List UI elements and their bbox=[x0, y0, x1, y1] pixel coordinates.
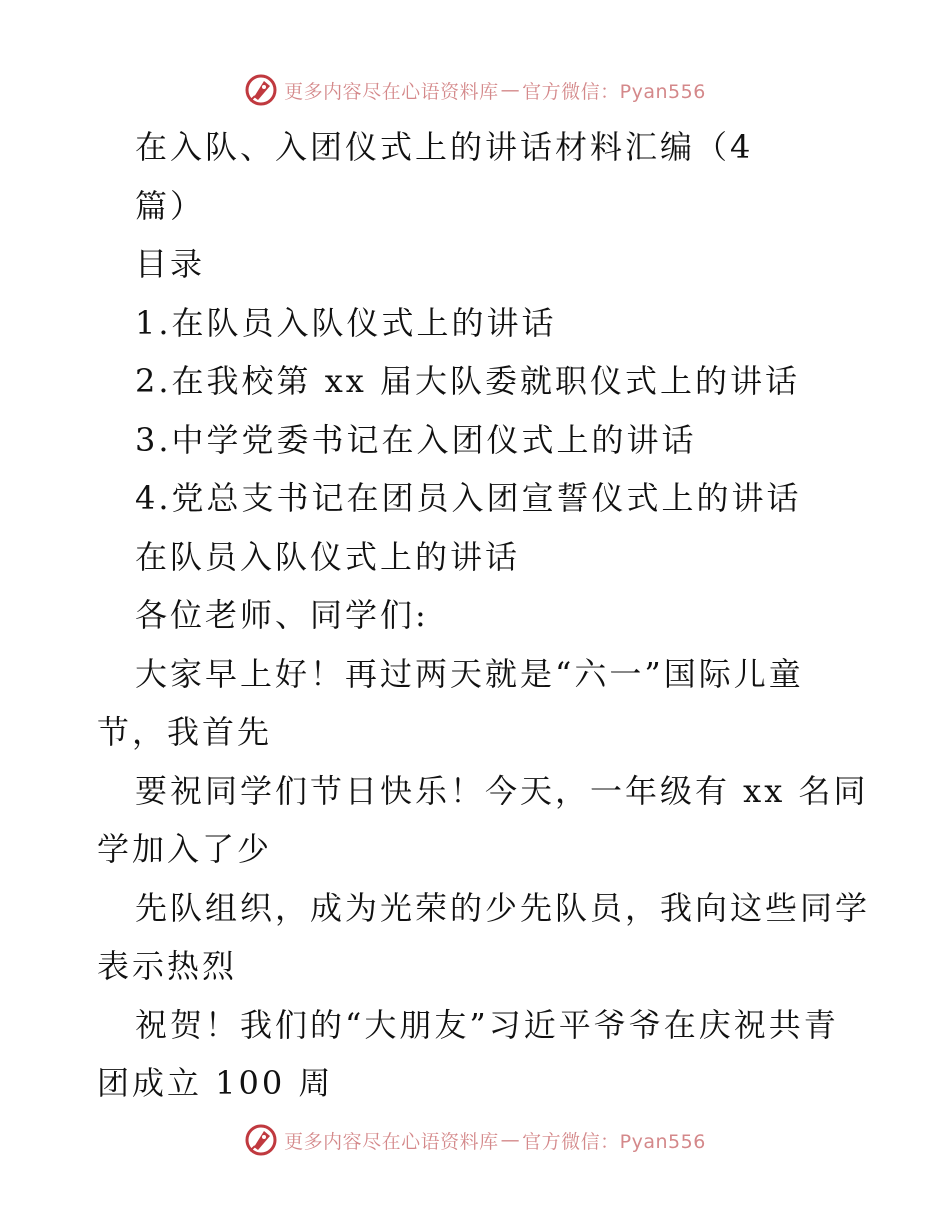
toc-item-3: 3.中学党委书记在入团仪式上的讲话 bbox=[135, 420, 697, 459]
toc-heading: 目录 bbox=[135, 245, 206, 283]
toc-item-4: 4.党总支书记在团员入团宣誓仪式上的讲话 bbox=[135, 479, 802, 517]
paragraph-line: 先队组织，成为光荣的少先队员，我向这些同学 bbox=[135, 888, 871, 927]
watermark-suffix: 官方微信：Pyan556 bbox=[522, 80, 706, 103]
watermark-dash: — bbox=[500, 1129, 521, 1151]
watermark-text: 更多内容尽在心语资料库 bbox=[284, 1130, 499, 1153]
paragraph-line: 大家早上好！再过两天就是“六一”国际儿童 bbox=[135, 654, 804, 693]
paragraph-line: 节，我首先 bbox=[97, 713, 273, 751]
paragraph-line: 要祝同学们节日快乐！今天，一年级有 xx 名同 bbox=[135, 771, 869, 810]
toc-item-1: 1.在队员入队仪式上的讲话 bbox=[135, 303, 557, 342]
watermark-dash: — bbox=[500, 79, 521, 101]
document-body bbox=[0, 118, 950, 1113]
header-watermark bbox=[0, 70, 950, 110]
watermark-suffix: 官方微信：Pyan556 bbox=[522, 1130, 706, 1153]
pen-nib-logo-icon bbox=[244, 73, 278, 107]
paragraph-line: 祝贺！我们的“大朋友”习近平爷爷在庆祝共青 bbox=[135, 1005, 839, 1044]
pen-nib-logo-icon bbox=[244, 1123, 278, 1157]
paragraph-line: 表示热烈 bbox=[97, 947, 238, 985]
toc-item-2: 2.在我校第 xx 届大队委就职仪式上的讲话 bbox=[135, 362, 800, 400]
section-heading: 在队员入队仪式上的讲话 bbox=[135, 537, 521, 576]
doc-title-line-1: 在入队、入团仪式上的讲话材料汇编（4 bbox=[135, 128, 754, 166]
paragraph-line: 团成立 100 周 bbox=[97, 1064, 334, 1102]
salutation: 各位老师、同学们: bbox=[135, 596, 429, 634]
paragraph-line: 学加入了少 bbox=[97, 830, 273, 868]
watermark-text: 更多内容尽在心语资料库 bbox=[284, 80, 499, 103]
footer-watermark bbox=[0, 1120, 950, 1160]
doc-title-line-2: 篇） bbox=[135, 186, 206, 225]
